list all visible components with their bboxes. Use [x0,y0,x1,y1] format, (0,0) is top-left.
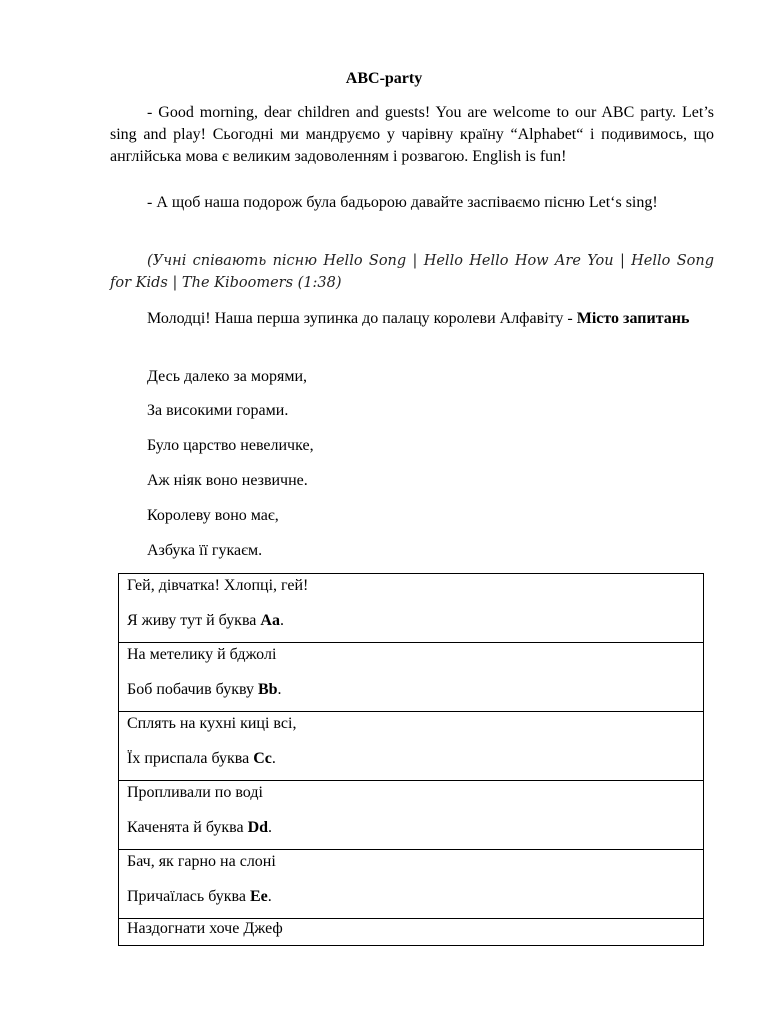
table-row [119,574,704,643]
table-row [119,919,704,946]
punctuation: . [268,819,273,836]
table-cell [119,574,704,643]
table-row [119,643,704,712]
punctuation: . [271,750,276,767]
poem-line-text: Боб побачив букву [127,681,258,698]
poem-line [127,749,695,769]
letter-label: Dd [247,819,269,836]
punctuation: . [267,888,272,905]
poem-line: На метелику й бджолі [127,646,277,663]
letter-label: Aa [260,612,280,629]
verse-line: Аж ніяк воно незвичне. [147,472,308,489]
table-row [119,850,704,919]
intro-paragraph: - Good morning, dear children and guests! You are welcome to our ABC party. Let’s sing and play! Сьогодні ми мандруємо у чарівну країну “Alphabet“ і подивимось, що англійська мова є великим задоволенням і розвагою. English is fun! [110,104,714,165]
poem-line [127,611,695,631]
alphabet-poem-table [118,573,704,946]
table-cell [119,781,704,850]
first-stop-text: Молодці! Наша перша зупинка до палацу королеви Алфавіту - [147,310,577,327]
poem-line: Пропливали по воді [127,784,263,801]
poem-line: Сплять на кухні киці всі, [127,715,297,732]
punctuation: . [277,681,282,698]
poem-line: Наздогнати хоче Джеф [127,920,283,937]
poem-line [127,818,695,838]
table-cell [119,919,704,946]
table-cell [119,643,704,712]
letter-label: Bb [257,681,278,698]
poem-line-text: Я живу тут й буква [127,612,261,629]
poem-line [127,680,695,700]
poem-line: Гей, дівчатка! Хлопці, гей! [127,577,309,594]
verse-line: Королеву воно має, [147,507,279,524]
table-row [119,712,704,781]
verse-line: Азбука її гукаєм. [147,542,263,559]
letter-label: Cc [253,750,272,767]
poem-line [127,887,695,907]
first-stop-place: Місто запитань [576,310,690,327]
poem-line-text: Каченята й буква [127,819,248,836]
letter-label: Ee [249,888,268,905]
page-title: ABC-party [345,70,423,87]
verse-line: Десь далеко за морями, [147,368,308,385]
table-cell [119,850,704,919]
poem-line: Бач, як гарно на слоні [127,853,276,870]
punctuation: . [279,612,284,629]
verse-line: За високими горами. [147,402,289,419]
poem-line-text: Причаїлась буква [127,888,250,905]
table-cell [119,712,704,781]
poem-line-text: Їх приспала буква [127,750,254,767]
first-stop-paragraph [110,308,714,330]
verse-line: Було царство невеличке, [147,437,314,454]
intro-song-paragraph: - А щоб наша подорож була бадьорою давайте заспіваємо пісню Let‘s sing! [147,194,658,211]
table-row [119,781,704,850]
stage-direction: (Учні співають пісню Hello Song | Hello Hello How Are You | Hello Song for Kids | The Kiboomers (1:38) [110,253,714,291]
